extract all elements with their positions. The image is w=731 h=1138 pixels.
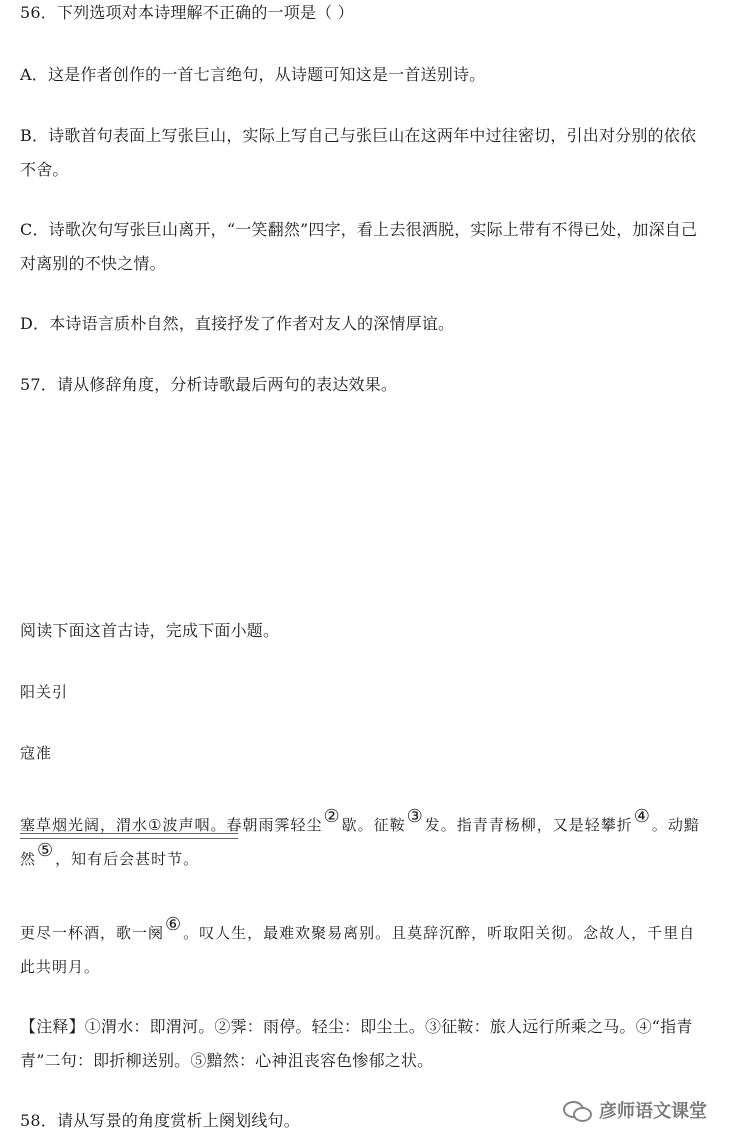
wechat-icon [563, 1099, 591, 1121]
poem-text-segment: 。动黯然 [20, 816, 700, 868]
poem-title: 阳关引 [20, 683, 69, 701]
annotation-notes: 【注释】①渭水：即渭河。②霁：雨停。轻尘：即尘土。③征鞍：旅人远行所乘之马。④“指青青”二句：即折柳送别。⑤黯然：心神沮丧容色惨郁之状。 [20, 1017, 693, 1070]
poem-text-segment: ，知有后会甚时节。 [55, 850, 200, 868]
poem-text-segment: 发。指青青杨柳，又是轻攀折 [424, 816, 633, 834]
poem-text-segment: 更尽一杯酒，歌一阕 [20, 924, 165, 942]
poem-text-segment: 春朝雨霁轻尘 [226, 816, 323, 834]
question-57: 57．请从修辞角度，分析诗歌最后两句的表达效果。 [20, 375, 398, 394]
poem-stanza-2 [20, 916, 710, 984]
question-56: 56．下列选项对本诗理解不正确的一项是（ ） [20, 3, 354, 22]
poem-text-segment: 。叹人生，最难欢聚易离别。且莫辞沉醉，听取阳关彻。念故人，千里自此共明月。 [20, 924, 696, 976]
watermark-label: 彦师语文课堂 [599, 1101, 707, 1122]
poem-author: 寇准 [20, 744, 53, 762]
option-c: C．诗歌次句写张巨山离开，“一笑翻然”四字，看上去很洒脱，实际上带有不得已处，加深自己对离别的不快之情。 [20, 220, 698, 273]
note-marker-5: ⑤ [37, 840, 55, 861]
option-d: D．本诗语言质朴自然，直接抒发了作者对友人的深情厚谊。 [20, 314, 455, 333]
note-marker-2: ② [323, 806, 341, 827]
option-b: B．诗歌首句表面上写张巨山，实际上写自己与张巨山在这两年中过往密切，引出对分别的依依不舍。 [20, 126, 697, 179]
note-marker-6: ⑥ [165, 914, 183, 935]
poem-stanza-1 [20, 808, 710, 876]
double-underline-rule [20, 833, 238, 839]
note-marker-4: ④ [633, 806, 651, 827]
reading-intro: 阅读下面这首古诗，完成下面小题。 [20, 621, 280, 640]
poem-underlined-line: 塞草烟光阔，渭水①波声咽。 [20, 816, 227, 834]
poem-text-segment: 歇。征鞍 [341, 816, 406, 834]
question-58: 58．请从写景的角度赏析上阕划线句。 [20, 1111, 300, 1130]
watermark [563, 1097, 707, 1123]
option-a: A．这是作者创作的一首七言绝句，从诗题可知这是一首送别诗。 [20, 65, 486, 84]
note-marker-3: ③ [406, 806, 424, 827]
